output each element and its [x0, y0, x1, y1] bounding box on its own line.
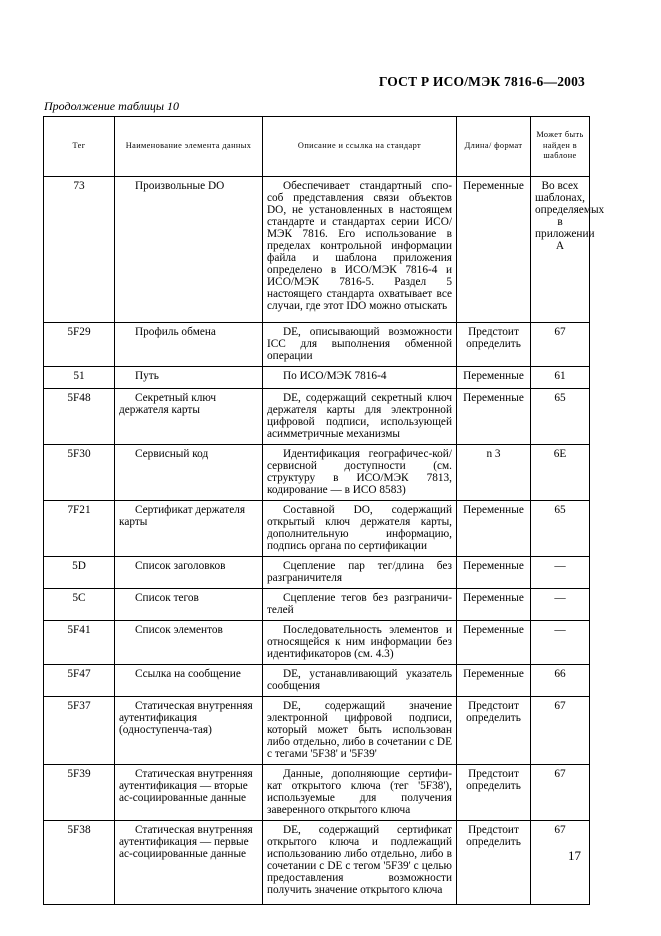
cell-tag: 5C: [44, 589, 115, 621]
cell-description: По ИСО/МЭК 7816-4: [263, 367, 457, 389]
cell-template: —: [531, 621, 590, 665]
cell-format: Переменные: [457, 665, 531, 697]
cell-tag: 5F29: [44, 323, 115, 367]
cell-tag: 5F47: [44, 665, 115, 697]
cell-template: 6E: [531, 445, 590, 501]
cell-format: Переменные: [457, 389, 531, 445]
page-number: 17: [568, 848, 581, 863]
cell-tag: 5F41: [44, 621, 115, 665]
cell-description: Обеспечивает стандартный спо-соб представления связи объектов DO, не установленных в настоящем стандарте и стандартах серии ИСО/МЭК 7816. Его использование в пределах контрольной информации файла и шаблона приложения определено в ИСО/МЭК 7816-4 и ИСО/МЭК 7816-5. Раздел 5 настоящего стандарта охватывает все случаи, где этот IDO можно отыскать: [263, 177, 457, 323]
cell-name: Статическая внутренняя аутентификация (одноступенча-тая): [115, 697, 263, 765]
cell-format: Предстоит определить: [457, 765, 531, 821]
cell-name: Профиль обмена: [115, 323, 263, 367]
cell-description: DE, содержащий секретный ключ держателя карты для электронной цифровой подписи, использующей асимметричные механизмы: [263, 389, 457, 445]
cell-tag: 73: [44, 177, 115, 323]
column-header-name: Наименование элемента данных: [115, 117, 263, 177]
column-header-tag: Тег: [44, 117, 115, 177]
table-header-row: [44, 117, 590, 177]
cell-name: Статическая внутренняя аутентификация — первые ас-социированные данные: [115, 821, 263, 905]
cell-description: DE, содержащий значение электронной цифровой подписи, который может быть использован либо отдельно, либо в сочетании с DE с тегами '5F38' и '5F39': [263, 697, 457, 765]
cell-format: Переменные: [457, 589, 531, 621]
data-elements-table: [43, 116, 605, 905]
table-row: [44, 445, 590, 501]
cell-description: Идентификация географичес-кой/сервисной доступности (см. структуру в ИСО/МЭК 7813, кодирование — в ИСО 8583): [263, 445, 457, 501]
cell-description: Последовательность элементов и относящейся к ним информации без идентификаторов (см. 4.3): [263, 621, 457, 665]
cell-description: DE, содержащий сертификат открытого ключа и подлежащий использованию либо отдельно, либо в сочетании с DE с тегом '5F39' с целью предоставления возможности получить значение открытого ключа: [263, 821, 457, 905]
cell-format: Переменные: [457, 557, 531, 589]
table-row: [44, 589, 590, 621]
table-row: [44, 557, 590, 589]
cell-format: Переменные: [457, 367, 531, 389]
column-header-description: Описание и ссылка на стандарт: [263, 117, 457, 177]
cell-name: Список заголовков: [115, 557, 263, 589]
cell-format: Предстоит определить: [457, 697, 531, 765]
cell-format: Переменные: [457, 177, 531, 323]
table-row: [44, 665, 590, 697]
cell-template: —: [531, 557, 590, 589]
cell-template: 66: [531, 665, 590, 697]
cell-format: n 3: [457, 445, 531, 501]
table-row: [44, 323, 590, 367]
cell-description: Сцепление пар тег/длина без разграничителя: [263, 557, 457, 589]
cell-name: Статическая внутренняя аутентификация — вторые ас-социированные данные: [115, 765, 263, 821]
table-row: [44, 389, 590, 445]
cell-tag: 5F48: [44, 389, 115, 445]
cell-tag: 5F30: [44, 445, 115, 501]
cell-format: Переменные: [457, 621, 531, 665]
cell-name: Список элементов: [115, 621, 263, 665]
table-row: [44, 177, 590, 323]
cell-description: DE, устанавливающий указатель сообщения: [263, 665, 457, 697]
cell-name: Произвольные DO: [115, 177, 263, 323]
table-row: [44, 367, 590, 389]
cell-name: Сертификат держателя карты: [115, 501, 263, 557]
cell-name: Путь: [115, 367, 263, 389]
cell-template: 67: [531, 697, 590, 765]
cell-tag: 5F37: [44, 697, 115, 765]
table-row: [44, 501, 590, 557]
cell-template: 67: [531, 323, 590, 367]
cell-template: 61: [531, 367, 590, 389]
cell-template: 65: [531, 389, 590, 445]
cell-tag: 7F21: [44, 501, 115, 557]
cell-template: —: [531, 589, 590, 621]
cell-description: Сцепление тегов без разграничи-телей: [263, 589, 457, 621]
cell-tag: 5F38: [44, 821, 115, 905]
cell-template: 65: [531, 501, 590, 557]
cell-format: Предстоит определить: [457, 821, 531, 905]
cell-name: Ссылка на сообщение: [115, 665, 263, 697]
column-header-format: Длина/ формат: [457, 117, 531, 177]
cell-tag: 5D: [44, 557, 115, 589]
table-row: [44, 765, 590, 821]
column-header-template: Может быть найден в шаблоне: [531, 117, 590, 177]
cell-format: Предстоит определить: [457, 323, 531, 367]
cell-name: Секретный ключ держателя карты: [115, 389, 263, 445]
cell-description: DE, описывающий возможности ICC для выполнения обменной операции: [263, 323, 457, 367]
cell-description: Данные, дополняющие сертифи-кат открытого ключа (тег '5F38'), используемые для получения заверенного открытого ключа: [263, 765, 457, 821]
cell-tag: 51: [44, 367, 115, 389]
cell-tag: 5F39: [44, 765, 115, 821]
document-header: ГОСТ Р ИСО/МЭК 7816-6—2003: [378, 74, 585, 89]
cell-template: 67: [531, 821, 590, 905]
cell-format: Переменные: [457, 501, 531, 557]
cell-name: Сервисный код: [115, 445, 263, 501]
cell-name: Список тегов: [115, 589, 263, 621]
cell-template: Во всех шаблонах, определяемых в приложении А: [531, 177, 590, 323]
table-row: [44, 621, 590, 665]
table-row: [44, 821, 590, 905]
cell-template: 67: [531, 765, 590, 821]
cell-description: Составной DO, содержащий открытый ключ держателя карты, дополнительную информацию, подпись органа по сертификации: [263, 501, 457, 557]
table-continuation-caption: Продолжение таблицы 10: [44, 99, 180, 113]
table-row: [44, 697, 590, 765]
